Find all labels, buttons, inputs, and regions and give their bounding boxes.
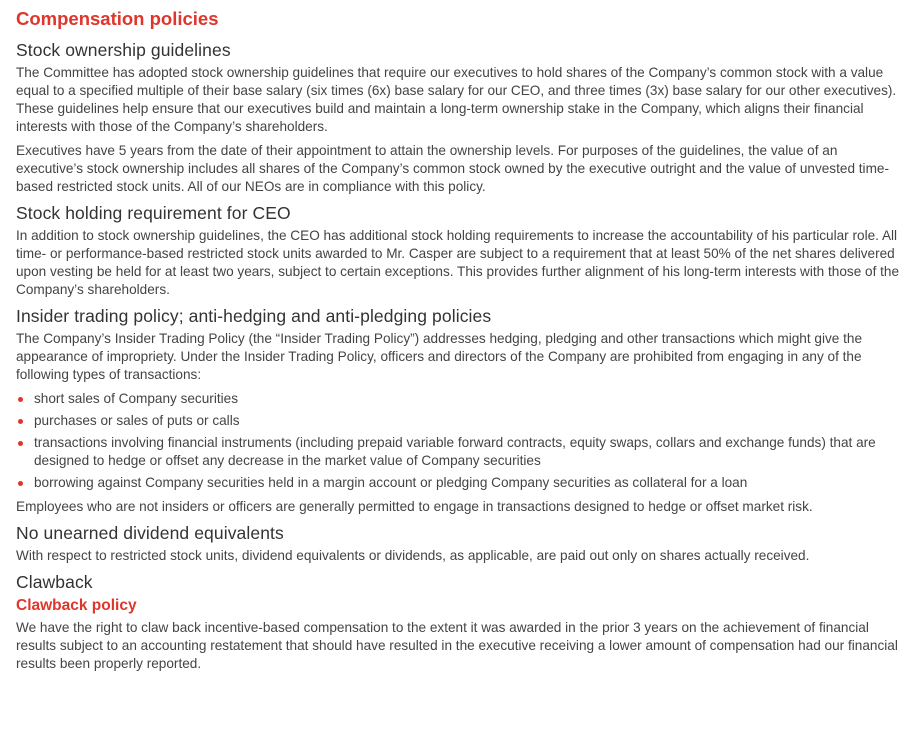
section-heading-stock-ownership: Stock ownership guidelines [16, 40, 231, 60]
section-clawback [16, 571, 903, 673]
list-item-text: short sales of Company securities [34, 391, 238, 406]
list-item-text: transactions involving financial instruments (including prepaid variable forward contracts, equity swaps, collars and exchange funds) that are designed to hedge or offset any decrease in the market value of Company securities [34, 435, 876, 468]
section-heading-clawback: Clawback [16, 572, 93, 592]
bullet-dot-icon [18, 441, 23, 446]
page-title: Compensation policies [16, 8, 219, 29]
paragraph-holding-requirement-1: In addition to stock ownership guidelines, the CEO has additional stock holding requirements to increase the accountability of his particular role. All time- or performance-based restricted stock units awarded to Mr. Casper are subject to a requirement that at least 50% of the net shares delivered upon vesting be held for at least two years, subject to certain exceptions. This provides further alignment of his long-term interests with those of the Company’s shareholders. [16, 228, 900, 297]
list-item-text: purchases or sales of puts or calls [34, 413, 240, 428]
bullet-dot-icon [18, 397, 23, 402]
list-item [16, 390, 903, 408]
paragraph-stock-ownership-1: The Committee has adopted stock ownership guidelines that require our executives to hold shares of the Company’s common stock with a value equal to a specified multiple of their base salary (six times (6x) base salary for our CEO, and three times (3x) base salary for our other executives). These guidelines help ensure that our executives build and maintain a long-term ownership stake in the Company, which aligns their financial interests with those of the Company’s shareholders. [16, 65, 897, 134]
paragraph-insider-trading-1: The Company’s Insider Trading Policy (the “Insider Trading Policy”) addresses hedging, pledging and other transactions which might give the appearance of impropriety. Under the Insider Trading Policy, officers and directors of the Company are prohibited from engaging in any of the following types of transactions: [16, 331, 863, 382]
section-heading-dividends: No unearned dividend equivalents [16, 523, 284, 543]
paragraph-clawback-1: We have the right to claw back incentive-based compensation to the extent it was awarded in the prior 3 years on the achievement of financial results subject to an accounting restatement that should have resulted in the executive receiving a lower amount of compensation had our financial results been properly reported. [16, 620, 898, 671]
section-dividends [16, 522, 903, 565]
paragraph-insider-trading-2: Employees who are not insiders or officers are generally permitted to engage in transactions designed to hedge or offset market risk. [16, 499, 813, 514]
bullet-dot-icon [18, 481, 23, 486]
list-item-text: borrowing against Company securities held in a margin account or pledging Company securities as collateral for a loan [34, 475, 748, 490]
section-heading-insider-trading: Insider trading policy; anti-hedging and anti-pledging policies [16, 306, 492, 326]
list-item [16, 412, 903, 430]
section-stock-ownership [16, 39, 903, 196]
list-item [16, 474, 903, 492]
paragraph-dividends-1: With respect to restricted stock units, dividend equivalents or dividends, as applicable, are paid out only on shares actually received. [16, 548, 810, 563]
section-insider-trading [16, 305, 903, 516]
section-holding-requirement [16, 202, 903, 299]
prohibited-transactions-list [16, 390, 903, 492]
list-item [16, 434, 903, 470]
subsection-heading-clawback-policy: Clawback policy [16, 597, 137, 614]
paragraph-stock-ownership-2: Executives have 5 years from the date of their appointment to attain the ownership levels. For purposes of the guidelines, the value of an executive’s stock ownership includes all shares of the Company’s common stock owned by the executive outright and the value of unvested time-based restricted stock units. All of our NEOs are in compliance with this policy. [16, 143, 889, 194]
bullet-dot-icon [18, 419, 23, 424]
section-heading-holding-requirement: Stock holding requirement for CEO [16, 203, 291, 223]
